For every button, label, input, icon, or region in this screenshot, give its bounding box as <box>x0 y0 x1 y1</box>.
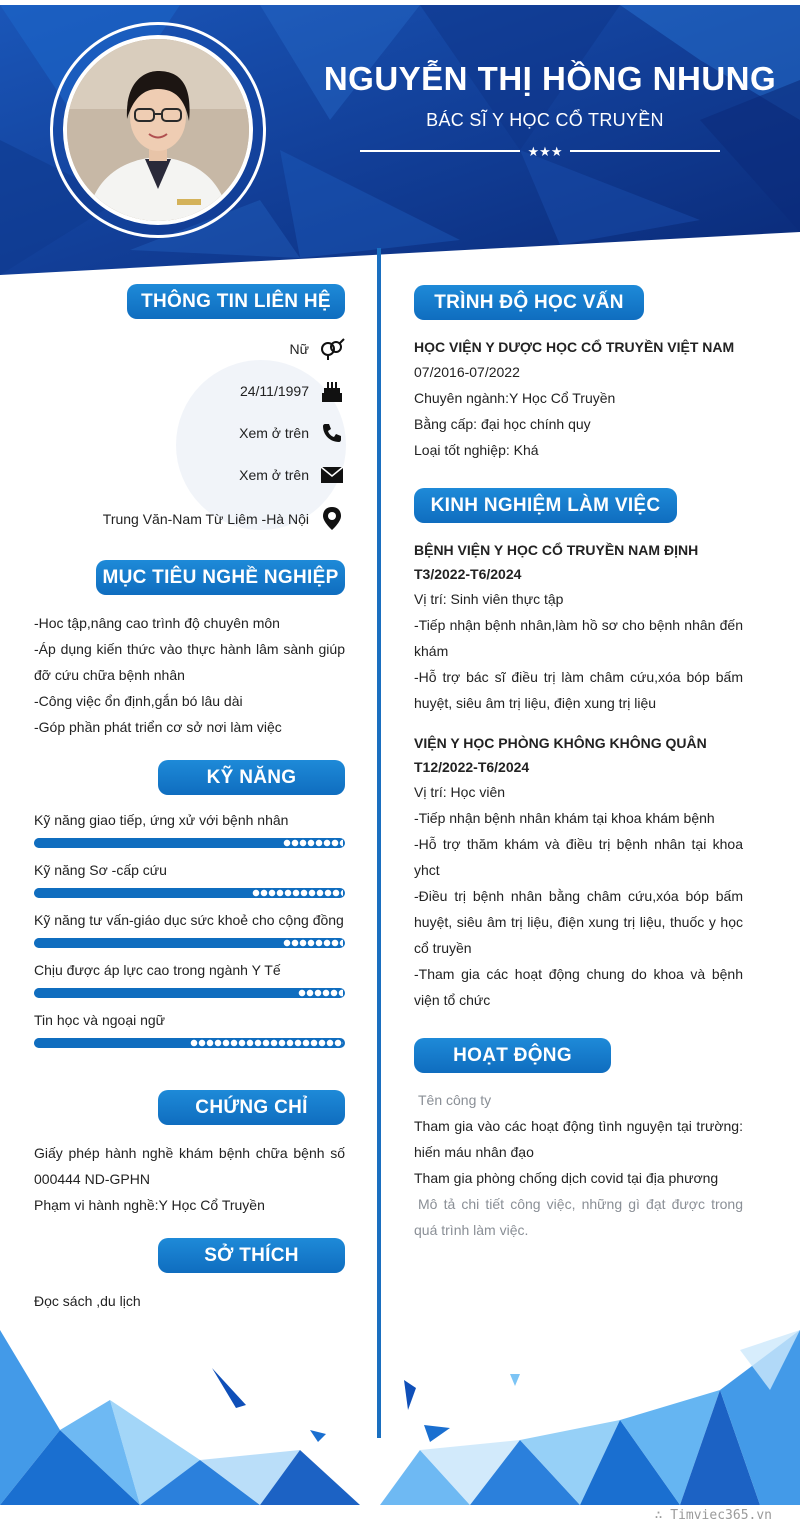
activities-heading: HOẠT ĐỘNG <box>414 1038 611 1073</box>
objective-heading: MỤC TIÊU NGHỀ NGHIỆP <box>96 560 345 595</box>
job-1-position: Vị trí: Sinh viên thực tập <box>414 591 564 607</box>
objective-line-2: -Áp dụng kiến thức vào thực hành lâm sành giúp đỡ cứu chữa bệnh nhân <box>34 641 345 683</box>
education-heading: TRÌNH ĐỘ HỌC VẤN <box>414 285 644 320</box>
address-text: Trung Văn-Nam Từ Liêm -Hà Nội <box>102 511 309 527</box>
skill-level-fill <box>34 938 283 948</box>
objective-line-1: -Hoc tập,nâng cao trình độ chuyên môn <box>34 615 280 631</box>
job-1-company: BỆNH VIỆN Y HỌC CỔ TRUYỀN NAM ĐỊNH <box>414 542 699 558</box>
contact-birthday <box>240 378 345 404</box>
certificate-scope: Phạm vi hành nghề:Y Học Cổ Truyền <box>34 1197 265 1213</box>
candidate-name: NGUYỄN THỊ HỒNG NHUNG <box>323 60 777 97</box>
birthday-text: 24/11/1997 <box>239 383 309 399</box>
contact-email <box>239 462 345 488</box>
skill-level-bar <box>34 838 345 848</box>
phone-icon <box>319 420 345 446</box>
skill-level-bar <box>34 938 345 948</box>
skill-level-remaining <box>298 989 343 997</box>
education-school: HỌC VIỆN Y DƯỢC HỌC CỔ TRUYỀN VIỆT NAM <box>414 339 735 355</box>
skill-level-bar <box>34 1038 345 1048</box>
hobbies-heading: SỞ THÍCH <box>158 1238 345 1273</box>
svg-text:★★★: ★★★ <box>527 145 563 160</box>
avatar <box>63 35 253 225</box>
skill-label: Kỹ năng tư vấn-giáo dục sức khoẻ cho cộng đồng <box>34 912 344 928</box>
skill-label: Kỹ năng giao tiếp, ứng xử với bệnh nhân <box>34 812 289 828</box>
column-divider <box>377 248 381 1438</box>
objective-line-3: -Công việc ổn định,gắn bó lâu dài <box>34 693 243 709</box>
title-ornament <box>360 142 720 160</box>
skill-level-fill <box>34 1038 190 1048</box>
skill-level-fill <box>34 988 298 998</box>
certificate-license: Giấy phép hành nghề khám bệnh chữa bệnh số 000444 ND-GPHN <box>34 1145 345 1187</box>
skill-label: Tin học và ngoại ngữ <box>34 1012 166 1028</box>
skill-label: Chịu được áp lực cao trong ngành Y Tế <box>34 962 281 978</box>
skill-level-remaining <box>283 939 343 947</box>
portrait-illustration <box>67 39 249 221</box>
job-1-description: -Tiếp nhận bệnh nhân,làm hồ sơ cho bệnh nhân đến khám -Hỗ trợ bác sĩ điều trị làm châm cứu,xóa bóp bấm huyệt, siêu âm trị liệu, điện xung trị liệu <box>414 617 743 711</box>
skill-level-remaining <box>190 1039 343 1047</box>
skill-level-bar <box>34 988 345 998</box>
skill-level-remaining <box>283 839 343 847</box>
certificates-heading: CHỨNG CHỈ <box>158 1090 345 1125</box>
contact-address <box>103 506 345 532</box>
education-degree: Bằng cấp: đại học chính quy <box>414 416 591 432</box>
contact-gender <box>290 336 345 362</box>
education-period: 07/2016-07/2022 <box>414 364 520 380</box>
skill-label: Kỹ năng Sơ -cấp cứu <box>34 862 167 878</box>
skill-level-fill <box>34 838 283 848</box>
experience-heading: KINH NGHIỆM LÀM VIỆC <box>414 488 677 523</box>
email-text: Xem ở trên <box>239 467 309 483</box>
phone-text: Xem ở trên <box>239 425 309 441</box>
education-grade: Loại tốt nghiệp: Khá <box>414 442 539 458</box>
activity-line-1: Tham gia vào các hoạt động tình nguyện tại trường: hiến máu nhân đạo <box>414 1118 743 1160</box>
gender-text: Nữ <box>289 341 309 357</box>
job-title: BÁC SĨ Y HỌC CỔ TRUYỀN <box>426 110 664 130</box>
skill-level-fill <box>34 888 252 898</box>
job-1-period: T3/2022-T6/2024 <box>414 566 522 582</box>
brand-watermark: ∴ Timviec365.vn <box>654 1508 772 1523</box>
contact-heading: THÔNG TIN LIÊN HỆ <box>127 284 345 319</box>
job-2-company: VIỆN Y HỌC PHÒNG KHÔNG KHÔNG QUÂN <box>414 735 707 751</box>
hobbies-text: Đọc sách ,du lịch <box>34 1293 141 1309</box>
activities-company-placeholder: Tên công ty <box>418 1092 492 1108</box>
footer-background <box>0 1330 800 1510</box>
brand-text: Timviec365.vn <box>670 1508 772 1523</box>
contact-phone <box>239 420 345 446</box>
activity-line-2: Tham gia phòng chống dịch covid tại địa phương <box>414 1170 719 1186</box>
job-2-position: Vị trí: Học viên <box>414 784 506 800</box>
skill-level-bar <box>34 888 345 898</box>
job-2-period: T12/2022-T6/2024 <box>414 759 530 775</box>
job-2-description: -Tiếp nhận bệnh nhân khám tại khoa khám bệnh -Hỗ trợ thăm khám và điều trị bệnh nhân tại khoa yhct -Điều trị bệnh nhân bằng châm cứu,xóa bóp bấm huyệt, siêu âm trị liệu, điện xung trị liệu, thuốc y học cổ truyền -Tham gia các hoạt động chung do khoa và bệnh viện tổ chức <box>414 810 743 1008</box>
objective-line-4: -Góp phần phát triển cơ sở nơi làm việc <box>34 719 282 735</box>
skill-level-remaining <box>252 889 343 897</box>
birthday-cake-icon <box>319 378 345 404</box>
gender-icon <box>319 336 345 362</box>
activities-description-placeholder: Mô tả chi tiết công việc, những gì đạt được trong quá trình làm việc. <box>414 1196 743 1238</box>
education-major: Chuyên ngành:Y Học Cổ Truyền <box>414 390 616 406</box>
location-pin-icon <box>319 506 345 532</box>
envelope-icon <box>319 462 345 488</box>
skills-heading: KỸ NĂNG <box>158 760 345 795</box>
